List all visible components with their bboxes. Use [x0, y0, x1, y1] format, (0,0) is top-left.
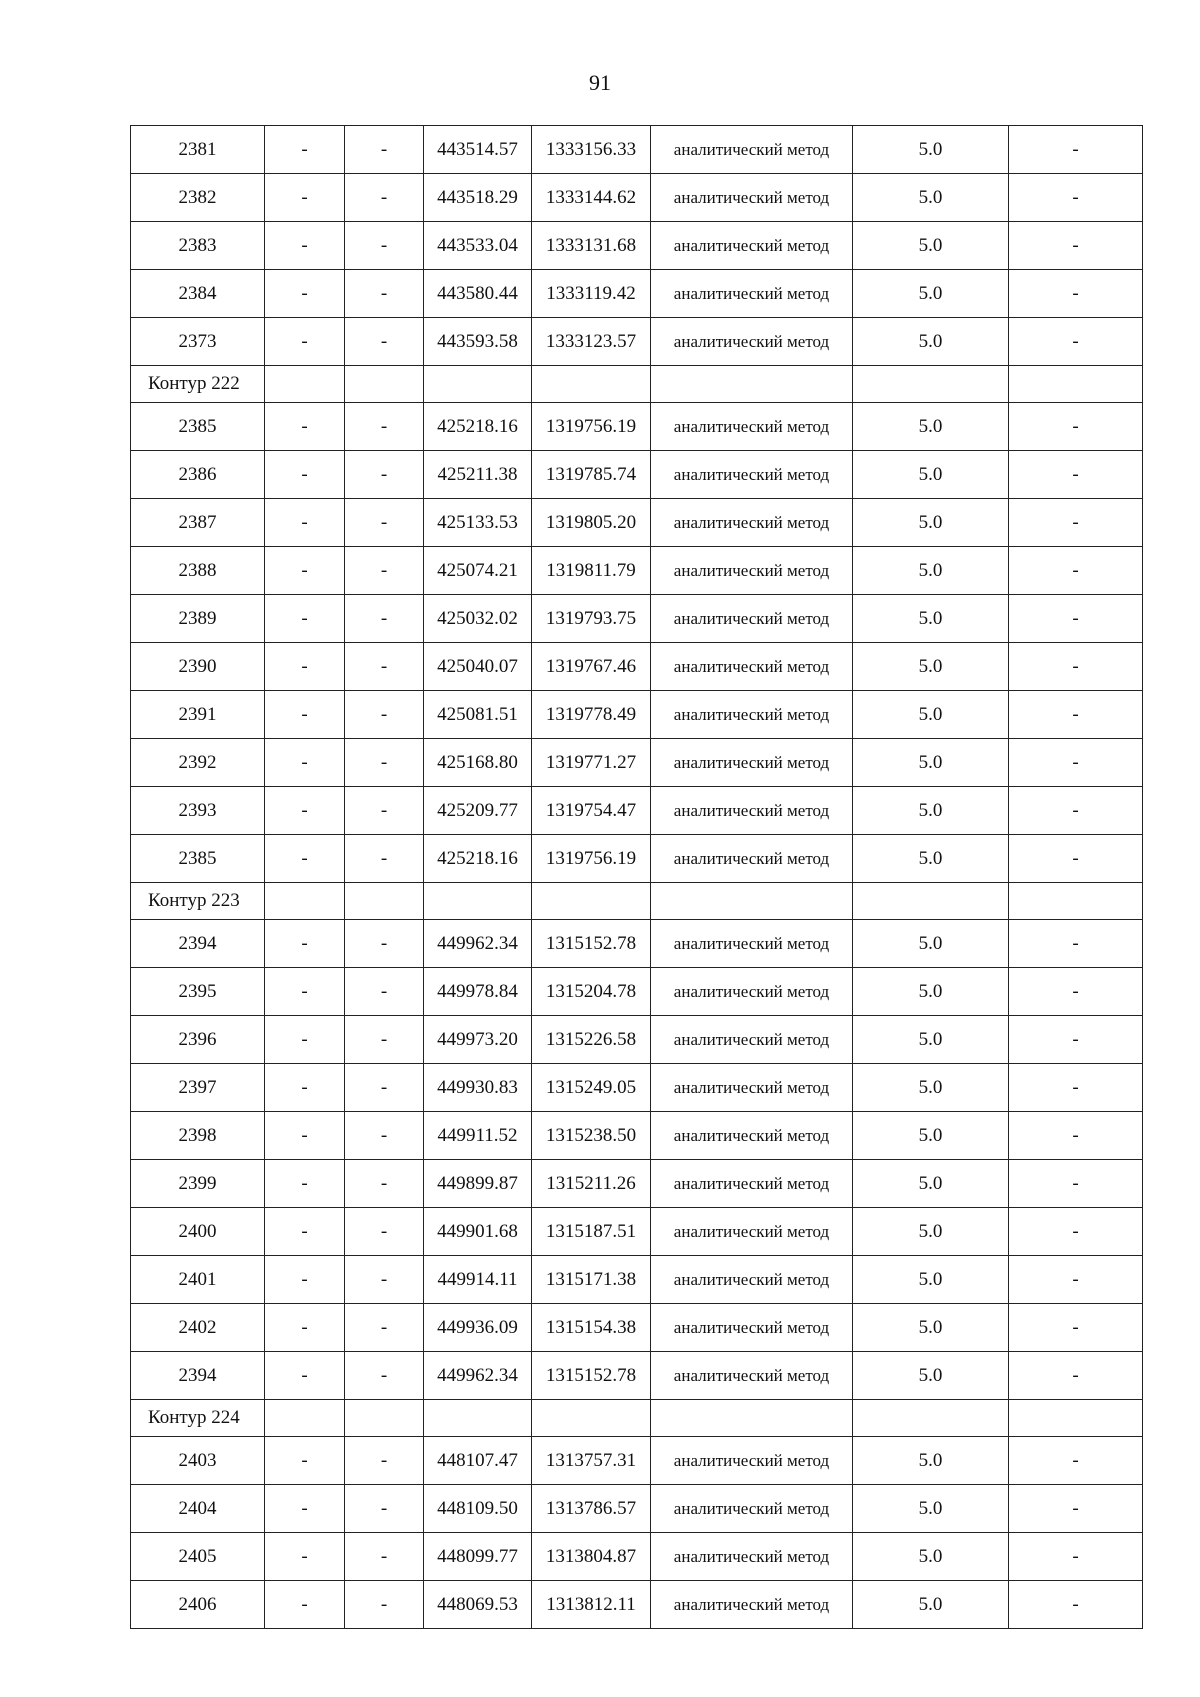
accuracy-cell: 5.0: [853, 1256, 1009, 1304]
column-3-cell: -: [345, 920, 424, 968]
y-coordinate-cell: 1313786.57: [532, 1485, 651, 1533]
method-cell: аналитический метод: [651, 643, 853, 691]
column-3-cell: -: [345, 451, 424, 499]
column-3-cell: -: [345, 1304, 424, 1352]
column-2-cell: -: [265, 1581, 345, 1629]
y-coordinate-cell: 1313757.31: [532, 1437, 651, 1485]
column-2-cell: -: [265, 1016, 345, 1064]
y-coordinate-cell: 1315211.26: [532, 1160, 651, 1208]
column-2-cell: -: [265, 691, 345, 739]
table-row: [131, 691, 1143, 739]
x-coordinate-cell: 449911.52: [424, 1112, 532, 1160]
column-2-cell: -: [265, 174, 345, 222]
column-3-cell: -: [345, 968, 424, 1016]
point-number-cell: 2397: [131, 1064, 265, 1112]
table-row: [131, 499, 1143, 547]
column-2-cell: -: [265, 1485, 345, 1533]
y-coordinate-cell: 1315154.38: [532, 1304, 651, 1352]
accuracy-cell: 5.0: [853, 270, 1009, 318]
column-2-cell: -: [265, 1112, 345, 1160]
column-2-cell: -: [265, 787, 345, 835]
x-coordinate-cell: 449899.87: [424, 1160, 532, 1208]
accuracy-cell: 5.0: [853, 318, 1009, 366]
method-cell: аналитический метод: [651, 403, 853, 451]
method-cell: аналитический метод: [651, 1256, 853, 1304]
column-2-cell: -: [265, 595, 345, 643]
column-2-cell: -: [265, 643, 345, 691]
empty-cell: [265, 1400, 345, 1437]
table-row: [131, 222, 1143, 270]
x-coordinate-cell: 449962.34: [424, 1352, 532, 1400]
column-8-cell: -: [1009, 595, 1143, 643]
column-3-cell: -: [345, 1064, 424, 1112]
column-8-cell: -: [1009, 968, 1143, 1016]
table-row: [131, 920, 1143, 968]
column-8-cell: -: [1009, 1112, 1143, 1160]
y-coordinate-cell: 1315187.51: [532, 1208, 651, 1256]
column-2-cell: -: [265, 1064, 345, 1112]
table-row: [131, 643, 1143, 691]
point-number-cell: 2389: [131, 595, 265, 643]
point-number-cell: 2388: [131, 547, 265, 595]
column-8-cell: -: [1009, 787, 1143, 835]
method-cell: аналитический метод: [651, 968, 853, 1016]
accuracy-cell: 5.0: [853, 1581, 1009, 1629]
method-cell: аналитический метод: [651, 499, 853, 547]
method-cell: аналитический метод: [651, 1352, 853, 1400]
accuracy-cell: 5.0: [853, 1437, 1009, 1485]
column-2-cell: -: [265, 270, 345, 318]
point-number-cell: 2400: [131, 1208, 265, 1256]
accuracy-cell: 5.0: [853, 1208, 1009, 1256]
column-3-cell: -: [345, 318, 424, 366]
method-cell: аналитический метод: [651, 222, 853, 270]
column-3-cell: -: [345, 1352, 424, 1400]
column-3-cell: -: [345, 595, 424, 643]
y-coordinate-cell: 1333131.68: [532, 222, 651, 270]
column-3-cell: -: [345, 1256, 424, 1304]
y-coordinate-cell: 1319754.47: [532, 787, 651, 835]
table-row: [131, 1352, 1143, 1400]
accuracy-cell: 5.0: [853, 451, 1009, 499]
accuracy-cell: 5.0: [853, 1160, 1009, 1208]
accuracy-cell: 5.0: [853, 920, 1009, 968]
y-coordinate-cell: 1319793.75: [532, 595, 651, 643]
point-number-cell: 2406: [131, 1581, 265, 1629]
empty-cell: [853, 1400, 1009, 1437]
column-8-cell: -: [1009, 499, 1143, 547]
contour-label: Контур 224: [131, 1400, 265, 1437]
column-3-cell: -: [345, 499, 424, 547]
y-coordinate-cell: 1315171.38: [532, 1256, 651, 1304]
method-cell: аналитический метод: [651, 1016, 853, 1064]
contour-header-row: [131, 366, 1143, 403]
y-coordinate-cell: 1319756.19: [532, 403, 651, 451]
accuracy-cell: 5.0: [853, 547, 1009, 595]
empty-cell: [1009, 1400, 1143, 1437]
method-cell: аналитический метод: [651, 1064, 853, 1112]
column-8-cell: -: [1009, 126, 1143, 174]
table-row: [131, 787, 1143, 835]
x-coordinate-cell: 425032.02: [424, 595, 532, 643]
method-cell: аналитический метод: [651, 1160, 853, 1208]
column-2-cell: -: [265, 499, 345, 547]
coordinates-table-body: [131, 126, 1143, 1629]
column-8-cell: -: [1009, 1016, 1143, 1064]
method-cell: аналитический метод: [651, 920, 853, 968]
point-number-cell: 2403: [131, 1437, 265, 1485]
column-2-cell: -: [265, 739, 345, 787]
x-coordinate-cell: 449973.20: [424, 1016, 532, 1064]
x-coordinate-cell: 443514.57: [424, 126, 532, 174]
method-cell: аналитический метод: [651, 174, 853, 222]
point-number-cell: 2393: [131, 787, 265, 835]
accuracy-cell: 5.0: [853, 1304, 1009, 1352]
column-8-cell: -: [1009, 739, 1143, 787]
point-number-cell: 2401: [131, 1256, 265, 1304]
method-cell: аналитический метод: [651, 126, 853, 174]
column-2-cell: -: [265, 451, 345, 499]
accuracy-cell: 5.0: [853, 403, 1009, 451]
empty-cell: [424, 883, 532, 920]
y-coordinate-cell: 1319805.20: [532, 499, 651, 547]
method-cell: аналитический метод: [651, 1581, 853, 1629]
x-coordinate-cell: 449962.34: [424, 920, 532, 968]
empty-cell: [853, 883, 1009, 920]
accuracy-cell: 5.0: [853, 1485, 1009, 1533]
column-8-cell: -: [1009, 270, 1143, 318]
method-cell: аналитический метод: [651, 595, 853, 643]
column-2-cell: -: [265, 126, 345, 174]
column-3-cell: -: [345, 174, 424, 222]
x-coordinate-cell: 448069.53: [424, 1581, 532, 1629]
column-2-cell: -: [265, 835, 345, 883]
accuracy-cell: 5.0: [853, 1352, 1009, 1400]
table-row: [131, 1256, 1143, 1304]
table-row: [131, 739, 1143, 787]
point-number-cell: 2385: [131, 403, 265, 451]
column-3-cell: -: [345, 403, 424, 451]
column-2-cell: -: [265, 547, 345, 595]
accuracy-cell: 5.0: [853, 499, 1009, 547]
point-number-cell: 2387: [131, 499, 265, 547]
point-number-cell: 2373: [131, 318, 265, 366]
accuracy-cell: 5.0: [853, 595, 1009, 643]
column-2-cell: -: [265, 920, 345, 968]
table-row: [131, 270, 1143, 318]
x-coordinate-cell: 425040.07: [424, 643, 532, 691]
accuracy-cell: 5.0: [853, 222, 1009, 270]
accuracy-cell: 5.0: [853, 1064, 1009, 1112]
x-coordinate-cell: 425218.16: [424, 835, 532, 883]
page-number: 91: [589, 70, 611, 95]
table-row: [131, 1016, 1143, 1064]
column-3-cell: -: [345, 787, 424, 835]
method-cell: аналитический метод: [651, 787, 853, 835]
column-2-cell: -: [265, 403, 345, 451]
column-8-cell: -: [1009, 1437, 1143, 1485]
x-coordinate-cell: 443580.44: [424, 270, 532, 318]
accuracy-cell: 5.0: [853, 739, 1009, 787]
y-coordinate-cell: 1333144.62: [532, 174, 651, 222]
point-number-cell: 2402: [131, 1304, 265, 1352]
accuracy-cell: 5.0: [853, 1112, 1009, 1160]
point-number-cell: 2404: [131, 1485, 265, 1533]
point-number-cell: 2383: [131, 222, 265, 270]
x-coordinate-cell: 443593.58: [424, 318, 532, 366]
table-row: [131, 1437, 1143, 1485]
table-row: [131, 1581, 1143, 1629]
y-coordinate-cell: 1319756.19: [532, 835, 651, 883]
empty-cell: [532, 1400, 651, 1437]
x-coordinate-cell: 425133.53: [424, 499, 532, 547]
column-2-cell: -: [265, 968, 345, 1016]
y-coordinate-cell: 1315204.78: [532, 968, 651, 1016]
x-coordinate-cell: 449914.11: [424, 1256, 532, 1304]
column-2-cell: -: [265, 1160, 345, 1208]
method-cell: аналитический метод: [651, 1112, 853, 1160]
method-cell: аналитический метод: [651, 691, 853, 739]
x-coordinate-cell: 443533.04: [424, 222, 532, 270]
x-coordinate-cell: 425218.16: [424, 403, 532, 451]
column-3-cell: -: [345, 1437, 424, 1485]
y-coordinate-cell: 1319785.74: [532, 451, 651, 499]
coordinates-table: [130, 125, 1143, 1629]
column-2-cell: -: [265, 318, 345, 366]
contour-label: Контур 223: [131, 883, 265, 920]
method-cell: аналитический метод: [651, 1485, 853, 1533]
point-number-cell: 2391: [131, 691, 265, 739]
y-coordinate-cell: 1319771.27: [532, 739, 651, 787]
method-cell: аналитический метод: [651, 318, 853, 366]
column-2-cell: -: [265, 1256, 345, 1304]
empty-cell: [345, 366, 424, 403]
column-3-cell: -: [345, 222, 424, 270]
x-coordinate-cell: 449930.83: [424, 1064, 532, 1112]
table-row: [131, 595, 1143, 643]
accuracy-cell: 5.0: [853, 1016, 1009, 1064]
column-8-cell: -: [1009, 318, 1143, 366]
table-row: [131, 1304, 1143, 1352]
x-coordinate-cell: 425168.80: [424, 739, 532, 787]
y-coordinate-cell: 1333156.33: [532, 126, 651, 174]
column-8-cell: -: [1009, 1256, 1143, 1304]
table-row: [131, 126, 1143, 174]
point-number-cell: 2390: [131, 643, 265, 691]
empty-cell: [651, 1400, 853, 1437]
column-3-cell: -: [345, 1581, 424, 1629]
y-coordinate-cell: 1315238.50: [532, 1112, 651, 1160]
y-coordinate-cell: 1333119.42: [532, 270, 651, 318]
empty-cell: [651, 883, 853, 920]
column-3-cell: -: [345, 835, 424, 883]
method-cell: аналитический метод: [651, 1304, 853, 1352]
y-coordinate-cell: 1319778.49: [532, 691, 651, 739]
column-8-cell: -: [1009, 1485, 1143, 1533]
empty-cell: [853, 366, 1009, 403]
x-coordinate-cell: 448109.50: [424, 1485, 532, 1533]
accuracy-cell: 5.0: [853, 1533, 1009, 1581]
column-3-cell: -: [345, 126, 424, 174]
empty-cell: [345, 1400, 424, 1437]
point-number-cell: 2394: [131, 1352, 265, 1400]
x-coordinate-cell: 425209.77: [424, 787, 532, 835]
x-coordinate-cell: 449978.84: [424, 968, 532, 1016]
method-cell: аналитический метод: [651, 270, 853, 318]
column-2-cell: -: [265, 1352, 345, 1400]
column-8-cell: -: [1009, 1160, 1143, 1208]
table-row: [131, 968, 1143, 1016]
accuracy-cell: 5.0: [853, 968, 1009, 1016]
y-coordinate-cell: 1313812.11: [532, 1581, 651, 1629]
y-coordinate-cell: 1315152.78: [532, 1352, 651, 1400]
column-8-cell: -: [1009, 174, 1143, 222]
column-2-cell: -: [265, 1208, 345, 1256]
method-cell: аналитический метод: [651, 1437, 853, 1485]
point-number-cell: 2394: [131, 920, 265, 968]
point-number-cell: 2399: [131, 1160, 265, 1208]
column-8-cell: -: [1009, 691, 1143, 739]
point-number-cell: 2381: [131, 126, 265, 174]
point-number-cell: 2386: [131, 451, 265, 499]
column-8-cell: -: [1009, 643, 1143, 691]
empty-cell: [345, 883, 424, 920]
y-coordinate-cell: 1319811.79: [532, 547, 651, 595]
point-number-cell: 2385: [131, 835, 265, 883]
column-8-cell: -: [1009, 1064, 1143, 1112]
column-8-cell: -: [1009, 1208, 1143, 1256]
y-coordinate-cell: 1315226.58: [532, 1016, 651, 1064]
y-coordinate-cell: 1313804.87: [532, 1533, 651, 1581]
accuracy-cell: 5.0: [853, 691, 1009, 739]
column-8-cell: -: [1009, 222, 1143, 270]
column-8-cell: -: [1009, 920, 1143, 968]
y-coordinate-cell: 1315249.05: [532, 1064, 651, 1112]
point-number-cell: 2396: [131, 1016, 265, 1064]
empty-cell: [1009, 366, 1143, 403]
column-8-cell: -: [1009, 547, 1143, 595]
table-row: [131, 1485, 1143, 1533]
x-coordinate-cell: 449901.68: [424, 1208, 532, 1256]
method-cell: аналитический метод: [651, 451, 853, 499]
method-cell: аналитический метод: [651, 739, 853, 787]
accuracy-cell: 5.0: [853, 643, 1009, 691]
column-8-cell: -: [1009, 1533, 1143, 1581]
point-number-cell: 2384: [131, 270, 265, 318]
accuracy-cell: 5.0: [853, 174, 1009, 222]
y-coordinate-cell: 1315152.78: [532, 920, 651, 968]
x-coordinate-cell: 425074.21: [424, 547, 532, 595]
x-coordinate-cell: 425081.51: [424, 691, 532, 739]
empty-cell: [1009, 883, 1143, 920]
column-2-cell: -: [265, 1437, 345, 1485]
table-row: [131, 1112, 1143, 1160]
column-3-cell: -: [345, 547, 424, 595]
empty-cell: [532, 883, 651, 920]
table-row: [131, 1064, 1143, 1112]
empty-cell: [424, 366, 532, 403]
y-coordinate-cell: 1333123.57: [532, 318, 651, 366]
column-3-cell: -: [345, 739, 424, 787]
x-coordinate-cell: 448107.47: [424, 1437, 532, 1485]
method-cell: аналитический метод: [651, 1533, 853, 1581]
table-row: [131, 835, 1143, 883]
method-cell: аналитический метод: [651, 1208, 853, 1256]
column-3-cell: -: [345, 691, 424, 739]
table-row: [131, 174, 1143, 222]
table-row: [131, 318, 1143, 366]
column-3-cell: -: [345, 1016, 424, 1064]
column-8-cell: -: [1009, 1581, 1143, 1629]
table-row: [131, 547, 1143, 595]
accuracy-cell: 5.0: [853, 787, 1009, 835]
point-number-cell: 2405: [131, 1533, 265, 1581]
x-coordinate-cell: 425211.38: [424, 451, 532, 499]
column-8-cell: -: [1009, 451, 1143, 499]
column-3-cell: -: [345, 643, 424, 691]
table-row: [131, 1160, 1143, 1208]
column-2-cell: -: [265, 1533, 345, 1581]
table-row: [131, 403, 1143, 451]
accuracy-cell: 5.0: [853, 835, 1009, 883]
table-row: [131, 1533, 1143, 1581]
column-2-cell: -: [265, 1304, 345, 1352]
column-3-cell: -: [345, 1208, 424, 1256]
table-row: [131, 451, 1143, 499]
empty-cell: [265, 883, 345, 920]
method-cell: аналитический метод: [651, 547, 853, 595]
column-3-cell: -: [345, 1533, 424, 1581]
column-2-cell: -: [265, 222, 345, 270]
column-8-cell: -: [1009, 835, 1143, 883]
contour-header-row: [131, 883, 1143, 920]
column-8-cell: -: [1009, 1352, 1143, 1400]
contour-header-row: [131, 1400, 1143, 1437]
empty-cell: [532, 366, 651, 403]
empty-cell: [651, 366, 853, 403]
point-number-cell: 2392: [131, 739, 265, 787]
accuracy-cell: 5.0: [853, 126, 1009, 174]
empty-cell: [424, 1400, 532, 1437]
column-3-cell: -: [345, 1160, 424, 1208]
point-number-cell: 2395: [131, 968, 265, 1016]
method-cell: аналитический метод: [651, 835, 853, 883]
y-coordinate-cell: 1319767.46: [532, 643, 651, 691]
x-coordinate-cell: 443518.29: [424, 174, 532, 222]
point-number-cell: 2382: [131, 174, 265, 222]
table-row: [131, 1208, 1143, 1256]
column-3-cell: -: [345, 1112, 424, 1160]
column-8-cell: -: [1009, 1304, 1143, 1352]
x-coordinate-cell: 448099.77: [424, 1533, 532, 1581]
x-coordinate-cell: 449936.09: [424, 1304, 532, 1352]
column-3-cell: -: [345, 270, 424, 318]
contour-label: Контур 222: [131, 366, 265, 403]
column-8-cell: -: [1009, 403, 1143, 451]
point-number-cell: 2398: [131, 1112, 265, 1160]
empty-cell: [265, 366, 345, 403]
column-3-cell: -: [345, 1485, 424, 1533]
